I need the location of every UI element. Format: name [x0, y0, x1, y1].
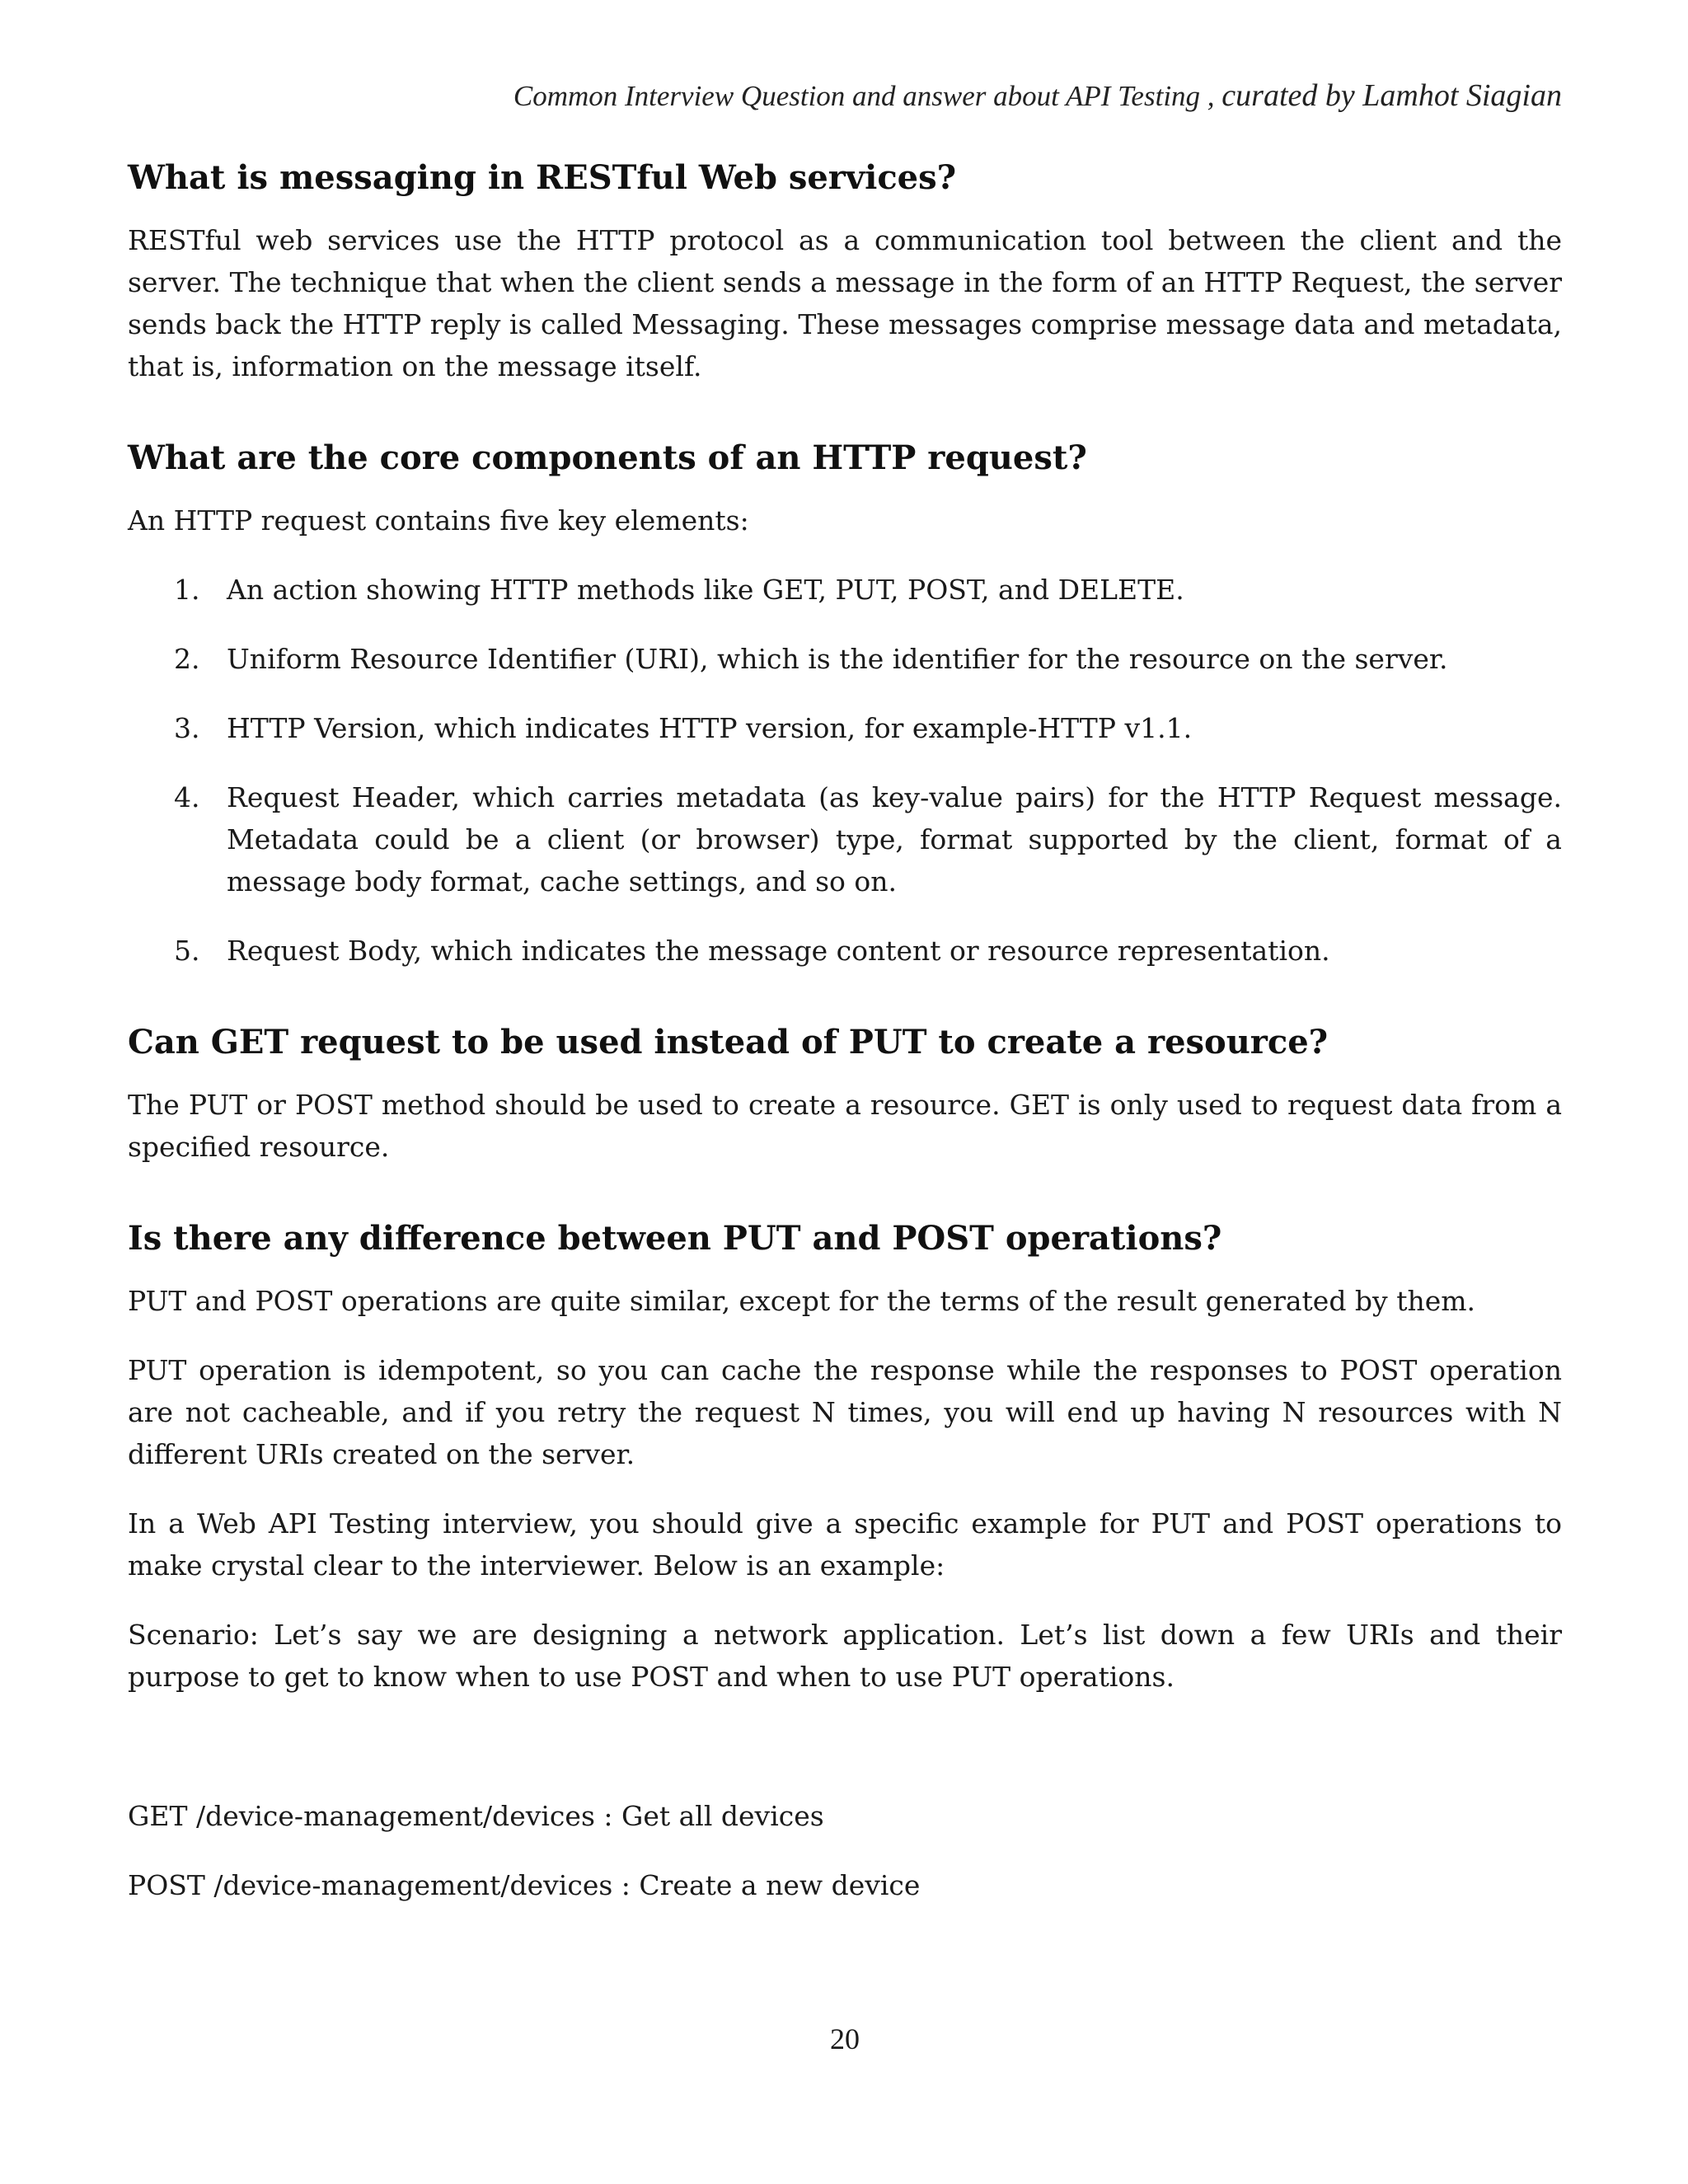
section-heading: What is messaging in RESTful Web services? [128, 158, 957, 197]
list-item-text: An action showing HTTP methods like GET, PUT, POST, and DELETE. [227, 574, 1184, 606]
list-item-text: Uniform Resource Identifier (URI), which is the identifier for the resource on the server. [227, 643, 1448, 675]
paragraph: Scenario: Let’s say we are designing a network application. Let’s list down a few URIs and their purpose to get to know when to use POST and when to use PUT operations. [128, 1619, 1562, 1693]
list-item [128, 930, 1562, 972]
running-header [513, 78, 1562, 114]
list-number: 5. [174, 935, 200, 967]
paragraph: RESTful web services use the HTTP protocol as a communication tool between the client and the server. The technique that when the client sends a message in the form of an HTTP Request, the server sends back the HTTP reply is called Messaging. These messages comprise message data and metadata, that is, information on the message itself. [128, 224, 1562, 382]
list-number: 4. [174, 781, 200, 813]
section-heading: Can GET request to be used instead of PUT to create a resource? [128, 1023, 1329, 1062]
section-get-vs-put [128, 1021, 1562, 1168]
uri-example: GET /device-management/devices : Get all devices [128, 1800, 824, 1832]
list-item [128, 707, 1562, 749]
list-item [128, 569, 1562, 611]
page-number: 20 [830, 2022, 860, 2055]
list-number: 1. [174, 574, 200, 606]
section-http-request-components [128, 437, 1562, 972]
list-item [128, 776, 1562, 902]
paragraph: In a Web API Testing interview, you should give a specific example for PUT and POST operations to make crystal clear to the interviewer. Below is an example: [128, 1507, 1562, 1582]
list-item-text: Request Header, which carries metadata (as key-value pairs) for the HTTP Request message. Metadata could be a client (or browser) type, format supported by the client, format of a message body format, cache settings, and so on. [227, 781, 1562, 898]
uri-example: POST /device-management/devices : Create a new device [128, 1869, 921, 1901]
list-item [128, 638, 1562, 680]
paragraph: An HTTP request contains five key elements: [128, 504, 749, 537]
list-item-text: Request Body, which indicates the message content or resource representation. [227, 935, 1330, 967]
header-title: Common Interview Question and answer about API Testing [513, 80, 1201, 112]
list-number: 2. [174, 643, 200, 675]
section-put-vs-post [128, 1217, 1562, 1906]
header-author: curated by Lamhot Siagian [1221, 78, 1562, 113]
spacer [128, 1725, 1562, 1795]
paragraph: PUT and POST operations are quite similar, except for the terms of the result generated by them. [128, 1285, 1476, 1317]
numbered-list [128, 569, 1562, 972]
paragraph: PUT operation is idempotent, so you can cache the response while the responses to POST operation are not cacheable, and if you retry the request N times, you will end up having N resources with N different URIs created on the server. [128, 1354, 1562, 1470]
list-item-text: HTTP Version, which indicates HTTP version, for example-HTTP v1.1. [227, 712, 1193, 744]
page-content [128, 157, 1562, 1956]
list-number: 3. [174, 712, 200, 744]
header-separator: , [1200, 80, 1222, 112]
section-heading: What are the core components of an HTTP request? [128, 438, 1087, 477]
document-page [128, 0, 1562, 2184]
section-messaging [128, 157, 1562, 387]
section-heading: Is there any difference between PUT and POST operations? [128, 1219, 1222, 1258]
paragraph: The PUT or POST method should be used to create a resource. GET is only used to request data from a specified resource. [128, 1089, 1562, 1163]
